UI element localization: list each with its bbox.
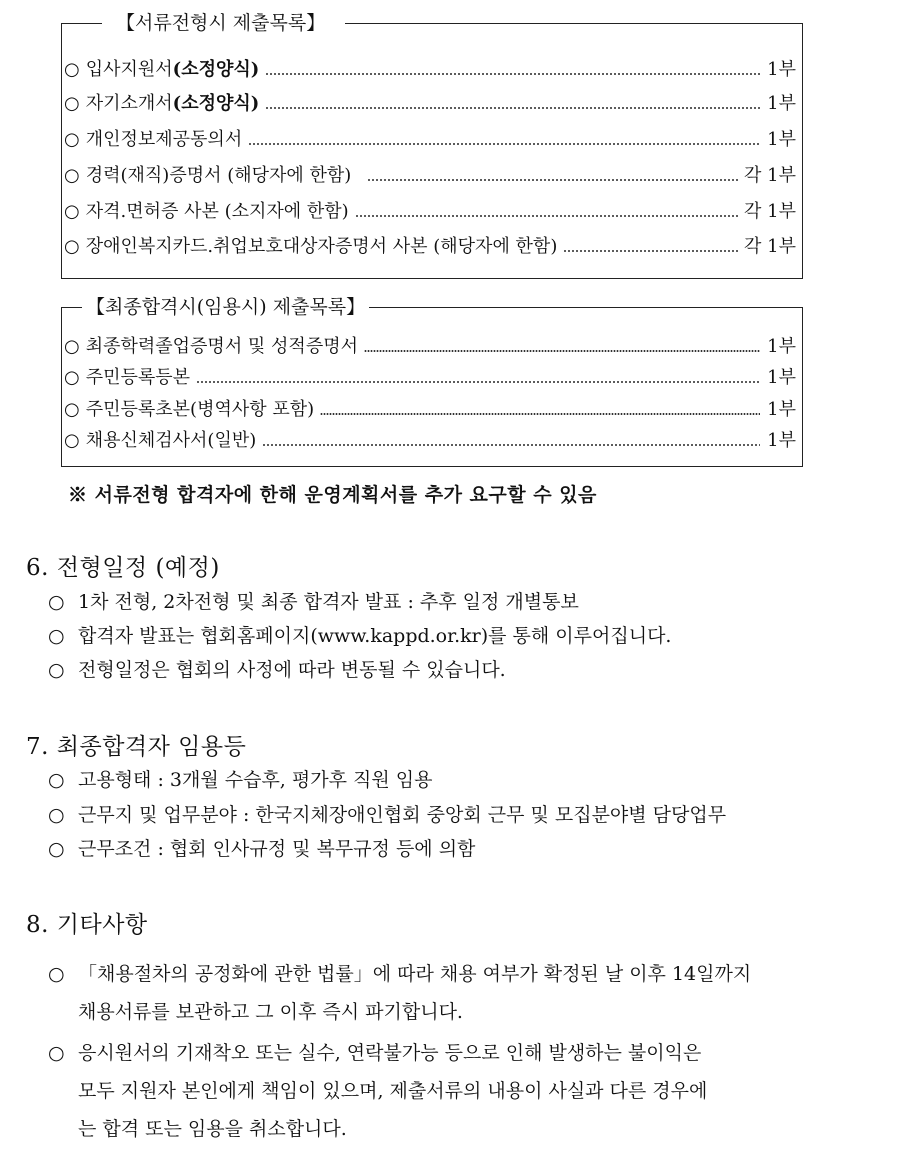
dot-leader — [320, 413, 760, 415]
item-quantity: 1부 — [767, 336, 796, 357]
item-label: 최종학력졸업증명서 및 성적증명서 — [85, 336, 358, 357]
circle-bullet-icon: ○ — [48, 769, 65, 791]
circle-bullet-icon: ○ — [48, 659, 65, 681]
circle-bullet-icon: ○ — [64, 201, 80, 222]
list-item — [62, 366, 796, 390]
circle-bullet-icon: ○ — [48, 804, 65, 826]
dot-leader — [265, 107, 760, 109]
list-item — [62, 200, 796, 224]
list-item — [62, 429, 796, 453]
item-label-bold: (소정양식) — [172, 59, 260, 80]
item-label: 자격.면허증 사본 (소지자에 한함) — [85, 201, 349, 222]
item-label-bold: (소정양식) — [172, 93, 260, 114]
list-item — [62, 92, 796, 116]
list-item — [62, 235, 796, 259]
box-title: 【최종합격시(임용시) 제출목록】 — [82, 295, 369, 319]
list-item — [62, 58, 796, 82]
section-heading-schedule: 6. 전형일정 (예정) — [26, 555, 220, 581]
item-text: 근무지 및 업무분야 : 한국지체장애인협회 중앙회 근무 및 모집분야별 담당업무 — [78, 804, 727, 826]
list-item — [48, 835, 475, 863]
submission-list-box-document-screening — [61, 12, 803, 279]
dot-leader — [248, 143, 760, 145]
circle-bullet-icon: ○ — [64, 129, 80, 150]
item-label: 주민등록등본 — [85, 367, 191, 388]
item-label: 자기소개서 — [85, 93, 173, 114]
submission-list-box-final-acceptance — [61, 296, 803, 467]
paragraph-disqualification — [48, 1034, 856, 1148]
circle-bullet-icon: ○ — [48, 591, 65, 613]
paragraph-line: 모두 지원자 본인에게 책임이 있으며, 제출서류의 내용이 사실과 다른 경우에 — [78, 1080, 708, 1102]
item-quantity: 각 1부 — [744, 236, 796, 257]
list-item — [62, 128, 796, 152]
circle-bullet-icon: ○ — [64, 336, 80, 357]
section-heading-appointment: 7. 최종합격자 임용등 — [26, 734, 247, 760]
item-text: 1차 전형, 2차전형 및 최종 합격자 발표 : 추후 일정 개별통보 — [78, 591, 579, 613]
item-quantity: 1부 — [767, 129, 796, 150]
note-additional-requirement: ※ 서류전형 합격자에 한해 운영계획서를 추가 요구할 수 있음 — [68, 484, 597, 506]
item-quantity: 1부 — [767, 367, 796, 388]
item-label: 입사지원서 — [85, 59, 173, 80]
list-item — [48, 801, 726, 829]
item-quantity: 1부 — [767, 93, 796, 114]
circle-bullet-icon: ○ — [64, 165, 80, 186]
paragraph-line: 는 합격 또는 임용을 취소합니다. — [78, 1118, 347, 1140]
list-item — [48, 656, 506, 684]
item-text: 전형일정은 협회의 사정에 따라 변동될 수 있습니다. — [78, 659, 506, 681]
item-label: 채용신체검사서(일반) — [85, 430, 257, 451]
dot-leader — [364, 350, 760, 352]
paragraph-line: 채용서류를 보관하고 그 이후 즉시 파기합니다. — [78, 1001, 463, 1023]
item-label: 주민등록초본(병역사항 포함) — [85, 399, 315, 420]
item-label: 개인정보제공동의서 — [85, 129, 243, 150]
item-text: 근무조건 : 협회 인사규정 및 복무규정 등에 의함 — [78, 838, 476, 860]
circle-bullet-icon: ○ — [64, 430, 80, 451]
circle-bullet-icon: ○ — [64, 59, 80, 80]
paragraph-line: 「채용절차의 공정화에 관한 법률」에 따라 채용 여부가 확정된 날 이후 14일까지 — [78, 963, 752, 985]
section-heading-misc: 8. 기타사항 — [26, 912, 148, 938]
paragraph-record-retention — [48, 955, 856, 1031]
list-item — [62, 335, 796, 359]
circle-bullet-icon: ○ — [64, 367, 80, 388]
item-text: 합격자 발표는 협회홈페이지(www.kappd.or.kr)를 통해 이루어집니다. — [78, 625, 672, 647]
circle-bullet-icon: ○ — [48, 963, 65, 985]
list-item — [62, 164, 796, 188]
item-label: 장애인복지카드.취업보호대상자증명서 사본 (해당자에 한함) — [85, 236, 558, 257]
dot-leader — [563, 250, 738, 252]
dot-leader — [262, 444, 760, 446]
circle-bullet-icon: ○ — [48, 625, 65, 647]
circle-bullet-icon: ○ — [48, 1042, 65, 1064]
circle-bullet-icon: ○ — [64, 399, 80, 420]
dot-leader — [196, 381, 760, 383]
item-quantity: 1부 — [767, 430, 796, 451]
item-text: 고용형태 : 3개월 수습후, 평가후 직원 임용 — [78, 769, 433, 791]
box-title: 【서류전형시 제출목록】 — [102, 11, 345, 35]
circle-bullet-icon: ○ — [48, 838, 65, 860]
item-quantity: 1부 — [767, 399, 796, 420]
item-label: 경력(재직)증명서 (해당자에 한함) — [85, 165, 352, 186]
dot-leader — [367, 179, 738, 181]
dot-leader — [355, 215, 738, 217]
item-quantity: 1부 — [767, 59, 796, 80]
circle-bullet-icon: ○ — [64, 236, 80, 257]
list-item — [48, 622, 671, 650]
item-quantity: 각 1부 — [744, 201, 796, 222]
dot-leader — [265, 73, 760, 75]
list-item — [48, 766, 432, 794]
item-quantity: 각 1부 — [744, 165, 796, 186]
circle-bullet-icon: ○ — [64, 93, 80, 114]
list-item — [48, 588, 579, 616]
list-item — [62, 398, 796, 422]
paragraph-line: 응시원서의 기재착오 또는 실수, 연락불가능 등으로 인해 발생하는 불이익은 — [78, 1042, 702, 1064]
